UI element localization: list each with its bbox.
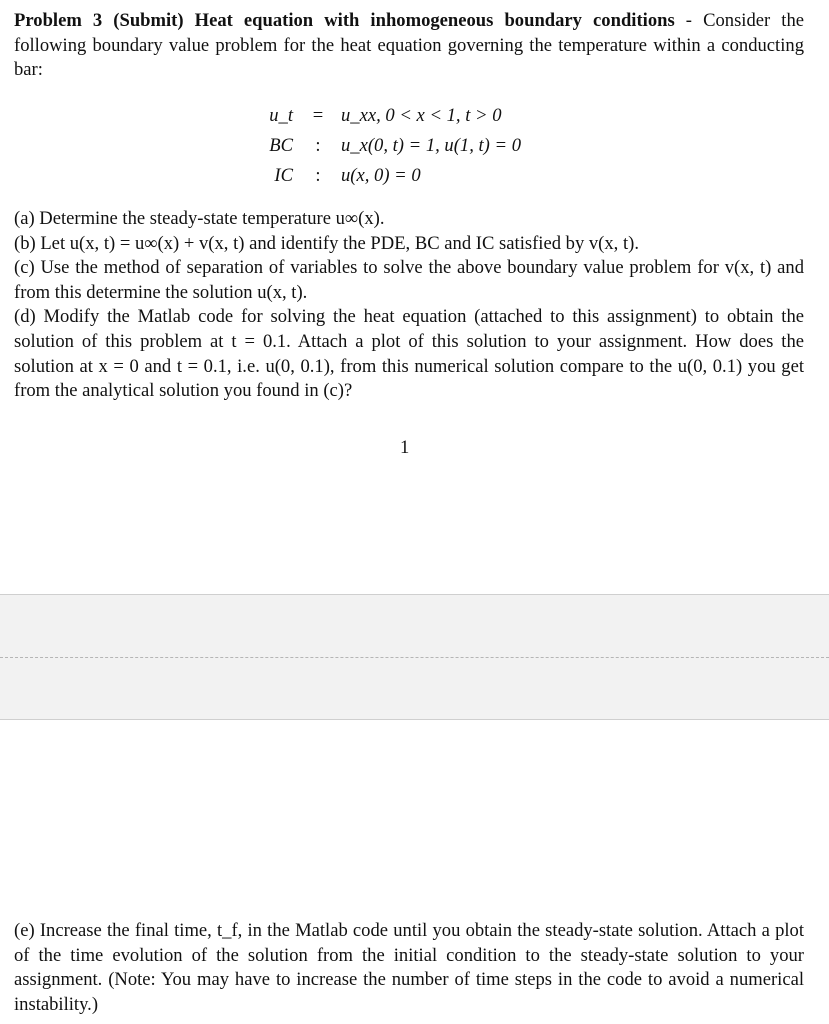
equation-operator: : — [315, 135, 321, 156]
page-break-separator — [0, 594, 829, 720]
part-c: (c) Use the method of separation of variables to solve the above boundary value problem for v(x, t) and from this determine the solution u(x, t). — [14, 257, 804, 303]
equation-rhs: u_x(0, t) = 1, u(1, t) = 0 — [341, 135, 522, 156]
page-number: 1 — [400, 437, 410, 458]
equation-operator: : — [315, 165, 321, 186]
problem-intro: - Consider the following boundary value problem for the heat equation governing the temperature within a conducting bar: — [14, 10, 805, 81]
part-d: (d) Modify the Matlab code for solving the heat equation (attached to this assignment) to obtain the solution of this problem at t = 0.1. Attach a plot of this solution to your assignment. How does the solution at x = 0 and t = 0.1, i.e. u(0, 0.1), from this numerical solution compare to the u(0, 0.1) you get from the analytical solution you found in (c)? — [14, 306, 804, 402]
equation-operator: = — [312, 105, 324, 126]
equation-lhs: IC — [274, 165, 293, 186]
part-e: (e) Increase the final time, t_f, in the Matlab code until you obtain the steady-state solution. Attach a plot of the time evolution of the solution from the initial condition to the steady-state solution to your assignment. (Note: You may have to increase the number of time steps in the code to avoid a numerical instability.) — [14, 920, 804, 1015]
equation-lhs: BC — [269, 135, 293, 156]
equation-lhs: u_t — [269, 105, 293, 126]
problem-header — [14, 9, 804, 83]
equation-row-pde — [255, 101, 521, 131]
page-break-line — [0, 657, 829, 658]
equation-rhs: u_xx, 0 < x < 1, t > 0 — [341, 105, 502, 126]
equation-row-bc — [255, 131, 521, 161]
problem-title: Problem 3 (Submit) Heat equation with inhomogeneous boundary conditions — [14, 10, 675, 31]
equation-row-ic — [255, 161, 521, 191]
part-b: (b) Let u(x, t) = u∞(x) + v(x, t) and identify the PDE, BC and IC satisfied by v(x, t). — [14, 232, 639, 254]
equation-system — [255, 101, 521, 191]
problem-parts — [14, 207, 804, 404]
part-a: (a) Determine the steady-state temperature u∞(x). — [14, 208, 385, 229]
equation-rhs: u(x, 0) = 0 — [341, 165, 421, 186]
